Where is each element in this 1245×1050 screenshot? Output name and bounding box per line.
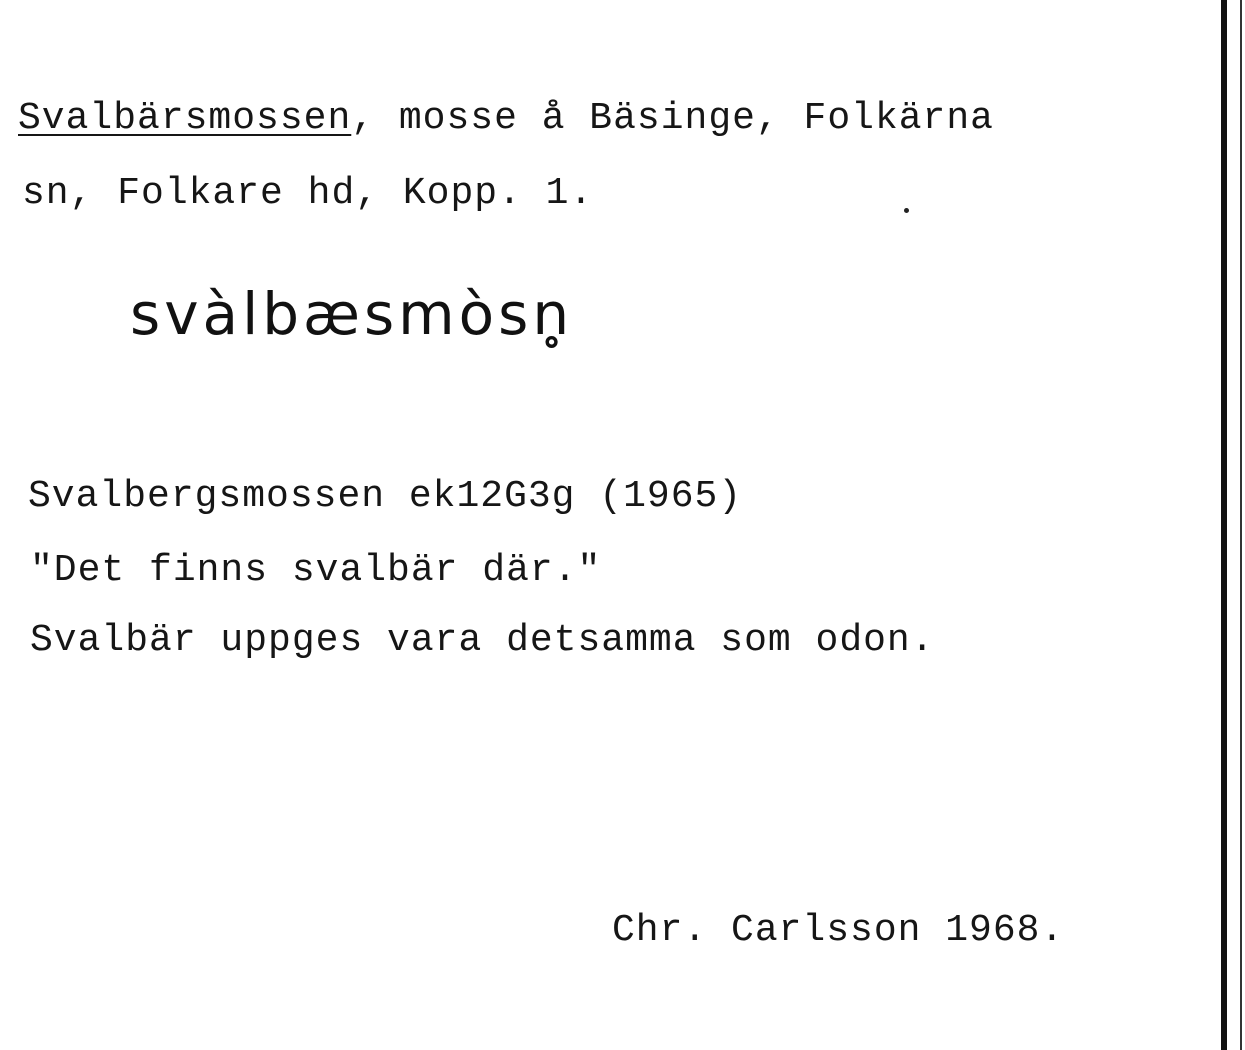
card-line-2: sn, Folkare hd, Kopp. 1. — [22, 172, 594, 215]
card-line-3: Svalbergsmossen ek12G3g (1965) — [28, 475, 743, 518]
card-edge-border — [1221, 0, 1227, 1050]
card-line-4: "Det finns svalbär där." — [30, 549, 602, 592]
speck-mark — [904, 208, 909, 213]
card-line-5: Svalbär uppges vara detsamma som odon. — [30, 619, 935, 662]
headword: Svalbärsmossen — [18, 97, 352, 140]
signature-line: Chr. Carlsson 1968. — [612, 909, 1065, 952]
card-line-1 — [18, 97, 994, 140]
card-edge-border-outer — [1240, 0, 1242, 1050]
headword-description: , mosse å Bäsinge, Folkärna — [351, 97, 994, 140]
phonetic-transcription: svàlbæsmòsn̥ — [130, 280, 574, 348]
